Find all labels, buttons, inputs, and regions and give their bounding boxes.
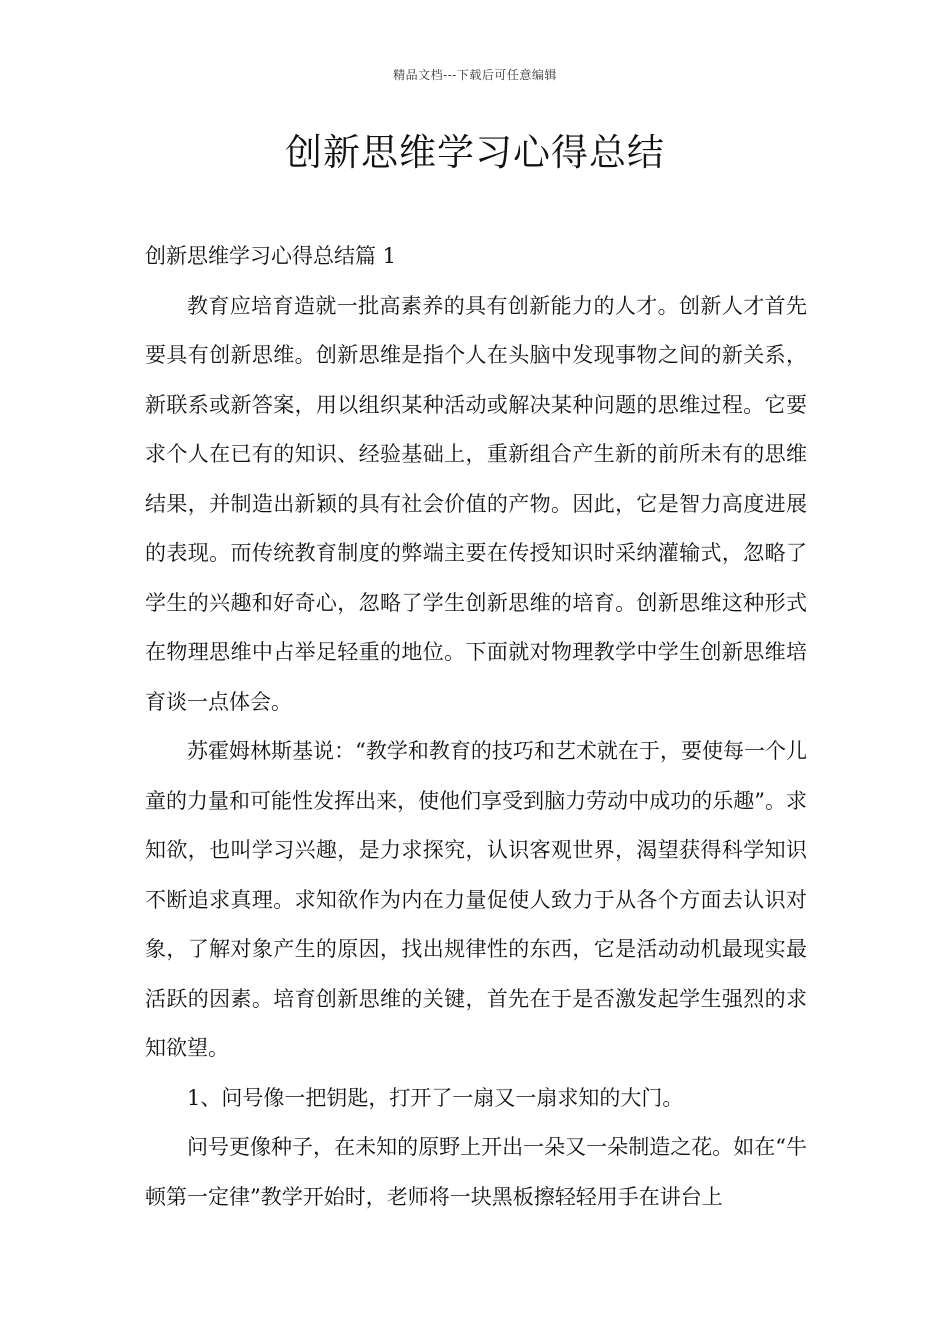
document-title: 创新思维学习心得总结 — [285, 131, 665, 174]
paragraph: 苏霍姆林斯基说：“教学和教育的技巧和艺术就在于，要使每一个儿童的力量和可能性发挥出来，使他们享受到脑力劳动中成功的乐趣”。求知欲，也叫学习兴趣，是力求探究，认识客观世界，渴望获得科学知识不断追求真理。求知欲作为内在力量促使人致力于从各个方面去认识对象，了解对象产生的原因，找出规律性的东西，它是活动动机最现实最活跃的因素。培育创新思维的关键，首先在于是否激发起学生强烈的求知欲望。 — [145, 739, 807, 1060]
header-note: 精品文档---下载后可任意编辑 — [393, 68, 557, 82]
paragraph: 问号更像种子，在未知的原野上开出一朵又一朵制造之花。如在“牛顿第一定律”教学开始时，老师将一块黑板擦轻轻用手在讲台上 — [145, 1135, 807, 1209]
section-heading: 创新思维学习心得总结篇 1 — [145, 244, 397, 268]
document-body — [145, 232, 807, 1222]
paragraph: 教育应培育造就一批高素养的具有创新能力的人才。创新人才首先要具有创新思维。创新思维是指个人在头脑中发现事物之间的新关系，新联系或新答案，用以组织某种活动或解决某种问题的思维过程。它要求个人在已有的知识、经验基础上，重新组合产生新的前所未有的思维结果，并制造出新颖的具有社会价值的产物。因此，它是智力高度进展的表现。而传统教育制度的弊端主要在传授知识时采纳灌输式，忽略了学生的兴趣和好奇心，忽略了学生创新思维的培育。创新思维这种形式在物理思维中占举足轻重的地位。下面就对物理教学中学生创新思维培育谈一点体会。 — [145, 293, 807, 714]
paragraph: 1、问号像一把钥匙，打开了一扇又一扇求知的大门。 — [187, 1085, 684, 1110]
